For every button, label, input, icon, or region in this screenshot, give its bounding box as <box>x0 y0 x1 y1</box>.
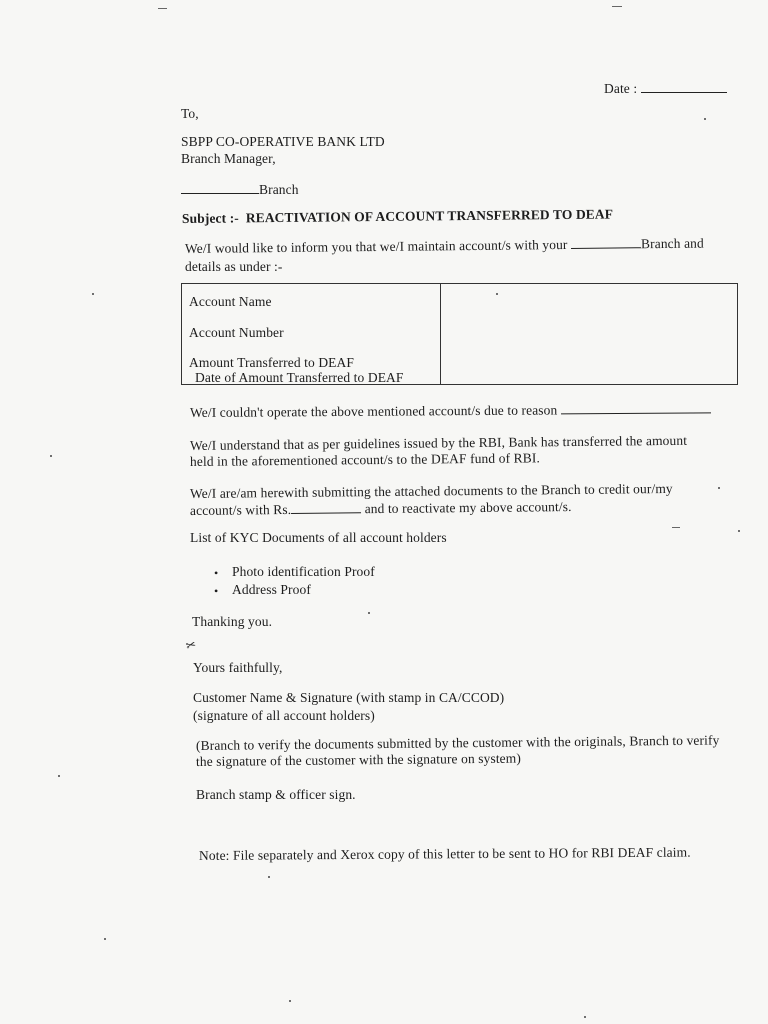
intro-text: We/I would like to inform you that we/I maintain account/s with your <box>184 236 568 256</box>
rbi-line-1: We/I understand that as per guidelines issued by the RBI, Bank has transferred the amount <box>189 432 688 453</box>
subject-text: REACTIVATION OF ACCOUNT TRANSFERRED TO DEAF <box>245 206 614 226</box>
submit-line-1: We/I are/am herewith submitting the attached documents to the Branch to credit our/my <box>189 480 673 501</box>
kyc-heading: List of KYC Documents of all account holders <box>190 530 447 545</box>
branch-line <box>181 181 299 198</box>
table-label-date-transferred: Date of Amount Transferred to DEAF <box>195 370 404 385</box>
scan-speck <box>496 293 498 295</box>
bullet-icon: • <box>214 566 219 580</box>
reason-blank <box>561 400 711 414</box>
scan-mark <box>158 8 167 9</box>
scan-speck <box>104 938 106 940</box>
branch-verify-line-1: (Branch to verify the documents submitted by the customer with the originals, Branch to verify <box>195 732 720 753</box>
scan-speck <box>268 876 270 878</box>
branch-verify-line-2: the signature of the customer with the signature on system) <box>195 750 522 769</box>
scan-mark <box>612 6 622 7</box>
subject-line <box>182 206 613 227</box>
date-field <box>604 80 727 97</box>
addressee: Branch Manager, <box>181 151 276 166</box>
scan-speck <box>584 1016 586 1018</box>
customer-signature-note: (signature of all account holders) <box>193 708 375 723</box>
scan-speck <box>704 118 706 120</box>
scan-speck <box>92 293 94 295</box>
table-divider <box>440 284 441 384</box>
intro-line-1 <box>185 235 704 257</box>
reason-text: We/I couldn't operate the above mentioned account/s due to reason <box>189 402 558 420</box>
date-label: Date : <box>604 81 638 96</box>
scan-speck <box>738 530 740 532</box>
to-label: To, <box>181 106 199 121</box>
table-label-account-name: Account Name <box>189 294 272 309</box>
amount-blank <box>291 500 361 514</box>
date-blank <box>641 80 727 93</box>
thanks: Thanking you. <box>192 614 273 629</box>
submit-rest-text: and to reactivate my above account/s. <box>364 499 572 517</box>
scan-speck <box>289 1000 291 1002</box>
intro-branch-blank <box>571 235 641 249</box>
scan-speck <box>58 775 60 777</box>
bank-name: SBPP CO-OPERATIVE BANK LTD <box>181 134 385 149</box>
intro-line-2: details as under :- <box>185 259 283 274</box>
table-label-account-number: Account Number <box>189 325 284 340</box>
scan-speck <box>718 487 720 489</box>
intro-branch-label: Branch and <box>640 235 704 252</box>
branch-blank <box>181 181 259 194</box>
table-label-amount-transferred: Amount Transferred to DEAF <box>189 355 354 370</box>
note: Note: File separately and Xerox copy of this letter to be sent to HO for RBI DEAF claim. <box>198 844 691 863</box>
closing: Yours faithfully, <box>193 660 283 675</box>
bullet-icon: • <box>214 584 219 598</box>
subject-prefix: Subject :- <box>181 210 239 226</box>
scissor-mark-icon: ✂ <box>184 636 198 654</box>
scan-mark <box>672 527 680 528</box>
branch-label: Branch <box>259 182 299 197</box>
submit-line-2 <box>190 498 572 519</box>
scan-speck <box>50 455 52 457</box>
kyc-item: Address Proof <box>232 582 311 597</box>
rbi-line-2: held in the aforementioned account/s to the DEAF fund of RBI. <box>189 450 540 469</box>
branch-stamp: Branch stamp & officer sign. <box>196 787 356 802</box>
kyc-item: Photo identification Proof <box>232 564 375 579</box>
reason-line <box>190 400 711 421</box>
submit-rs-label: account/s with Rs. <box>189 501 292 518</box>
scan-speck <box>368 612 370 614</box>
customer-signature: Customer Name & Signature (with stamp in CA/CCOD) <box>193 690 505 705</box>
